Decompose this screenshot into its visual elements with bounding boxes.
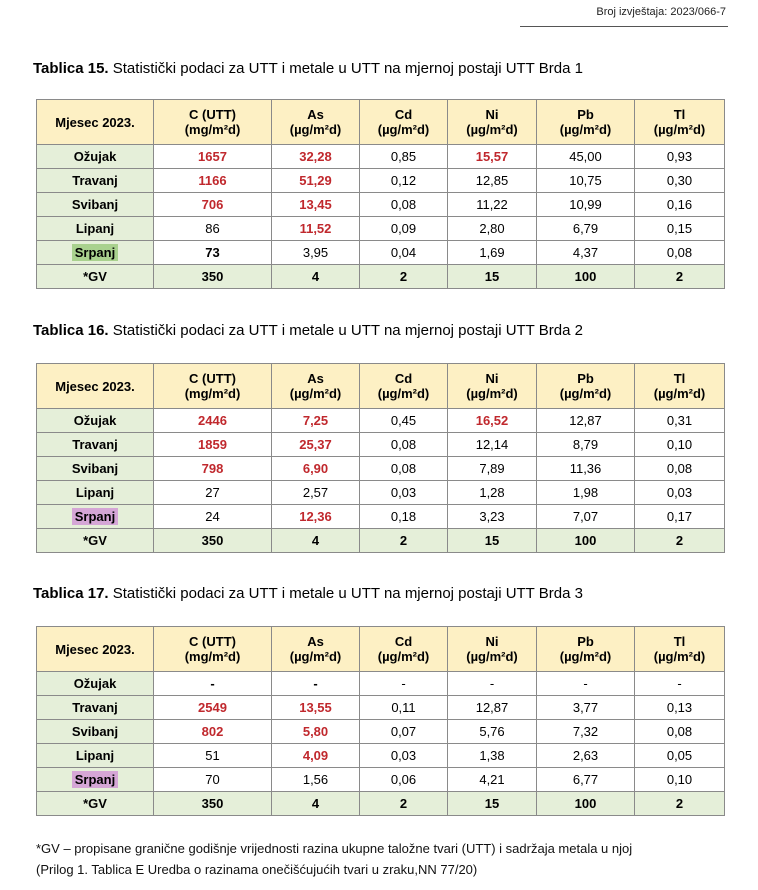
month-cell (37, 672, 154, 696)
value-cell: 6,77 (537, 768, 635, 792)
limit-value-label: *GV (37, 265, 154, 289)
value-cell: 0,10 (635, 768, 725, 792)
value-cell: 24 (154, 505, 272, 529)
value-cell: 7,25 (272, 409, 360, 433)
month-cell (37, 193, 154, 217)
value-cell: 86 (154, 217, 272, 241)
month-cell (37, 768, 154, 792)
table-row (37, 505, 725, 529)
value-cell: 0,08 (635, 720, 725, 744)
value-cell: 7,07 (537, 505, 635, 529)
value-cell: 12,14 (448, 433, 537, 457)
limit-value-cell: 4 (272, 792, 360, 816)
column-header-unit: (µg/m²d) (653, 386, 706, 401)
value-cell: 0,15 (635, 217, 725, 241)
column-header (272, 364, 360, 409)
column-header-unit: (µg/m²d) (289, 122, 342, 137)
table-row (37, 145, 725, 169)
footnote-line-1: *GV – propisane granične godišnje vrijednosti razina ukupne taložne tvari (UTT) i sadržaja metala u njoj (36, 841, 633, 856)
column-header-unit: (µg/m²d) (559, 649, 612, 664)
value-cell: 0,09 (360, 217, 448, 241)
value-cell: 1166 (154, 169, 272, 193)
table-row (37, 409, 725, 433)
value-cell: 0,08 (360, 433, 448, 457)
column-header-name: Tl (673, 634, 686, 649)
value-cell: 11,22 (448, 193, 537, 217)
limit-value-cell: 2 (360, 792, 448, 816)
value-cell: - (448, 672, 537, 696)
table-row (37, 217, 725, 241)
value-cell: 0,85 (360, 145, 448, 169)
table-row (37, 720, 725, 744)
column-header-name: Pb (577, 634, 594, 649)
month-label: Travanj (72, 437, 118, 452)
column-header-unit: (µg/m²d) (377, 122, 430, 137)
month-cell (37, 169, 154, 193)
column-header-unit: (µg/m²d) (559, 386, 612, 401)
column-header-name: C (UTT) (189, 634, 236, 649)
column-header (154, 100, 272, 145)
column-header-unit: (µg/m²d) (466, 649, 518, 664)
column-header-name: Tl (673, 107, 686, 122)
value-cell: 0,08 (635, 241, 725, 265)
value-cell: 0,03 (360, 744, 448, 768)
column-header-unit: (µg/m²d) (377, 649, 430, 664)
value-cell: 12,85 (448, 169, 537, 193)
limit-value-cell: 15 (448, 529, 537, 553)
value-cell: 0,45 (360, 409, 448, 433)
value-cell: 3,77 (537, 696, 635, 720)
column-header (448, 364, 537, 409)
value-cell: 0,04 (360, 241, 448, 265)
footnote-line-2: (Prilog 1. Tablica E Uredba o razinama onečišćujućih tvari u zraku,NN 77/20) (36, 862, 478, 877)
value-cell: 4,21 (448, 768, 537, 792)
column-header (360, 100, 448, 145)
limit-value-cell: 4 (272, 265, 360, 289)
value-cell: 0,18 (360, 505, 448, 529)
value-cell: 6,79 (537, 217, 635, 241)
value-cell: 13,55 (272, 696, 360, 720)
value-cell: 0,17 (635, 505, 725, 529)
table-row (37, 169, 725, 193)
table-label: Tablica 17. (33, 585, 109, 602)
table-row (37, 481, 725, 505)
table-caption (33, 60, 583, 77)
value-cell: 0,12 (360, 169, 448, 193)
column-header-name: Pb (577, 107, 594, 122)
table-row (37, 433, 725, 457)
table-row (37, 696, 725, 720)
value-cell: 3,23 (448, 505, 537, 529)
limit-value-cell: 4 (272, 529, 360, 553)
value-cell: 15,57 (448, 145, 537, 169)
column-header-name: Tl (673, 371, 686, 386)
column-header (272, 627, 360, 672)
column-header (37, 364, 154, 409)
value-cell: 4,37 (537, 241, 635, 265)
table-label: Tablica 15. (33, 60, 109, 77)
value-cell: - (154, 672, 272, 696)
month-label: Lipanj (75, 748, 115, 763)
value-cell: 45,00 (537, 145, 635, 169)
month-label: Travanj (72, 173, 118, 188)
column-header (272, 100, 360, 145)
value-cell: 1,38 (448, 744, 537, 768)
table-title: Statistički podaci za UTT i metale u UTT na mjernoj postaji UTT Brda 1 (108, 60, 583, 77)
limit-value-cell: 2 (635, 529, 725, 553)
column-header-name: As (307, 107, 324, 122)
month-cell (37, 696, 154, 720)
value-cell: 7,32 (537, 720, 635, 744)
value-cell: 1657 (154, 145, 272, 169)
table-row (37, 672, 725, 696)
table-row (37, 744, 725, 768)
column-header (360, 627, 448, 672)
value-cell: 2446 (154, 409, 272, 433)
value-cell: 0,05 (635, 744, 725, 768)
value-cell: 1,98 (537, 481, 635, 505)
value-cell: 706 (154, 193, 272, 217)
column-header (448, 100, 537, 145)
month-cell (37, 720, 154, 744)
limit-value-row (37, 792, 725, 816)
table-row (37, 241, 725, 265)
value-cell: 0,11 (360, 696, 448, 720)
value-cell: 802 (154, 720, 272, 744)
value-cell: 0,08 (360, 193, 448, 217)
value-cell: 7,89 (448, 457, 537, 481)
value-cell: 12,36 (272, 505, 360, 529)
column-header-name: Ni (485, 371, 499, 386)
column-header (635, 627, 725, 672)
month-label: Srpanj (72, 244, 118, 261)
column-header-name: C (UTT) (189, 371, 236, 386)
statistics-table (36, 363, 725, 553)
value-cell: 13,45 (272, 193, 360, 217)
value-cell: 12,87 (537, 409, 635, 433)
value-cell: 1859 (154, 433, 272, 457)
month-cell (37, 457, 154, 481)
column-header-unit: (mg/m²d) (184, 649, 241, 664)
limit-value-cell: 15 (448, 792, 537, 816)
table-title: Statistički podaci za UTT i metale u UTT na mjernoj postaji UTT Brda 2 (108, 322, 583, 339)
column-header-name: Mjesec 2023. (55, 378, 135, 394)
value-cell: 12,87 (448, 696, 537, 720)
month-label: Ožujak (73, 149, 117, 164)
statistics-table (36, 626, 725, 816)
value-cell: 0,30 (635, 169, 725, 193)
limit-value-cell: 2 (360, 529, 448, 553)
value-cell: - (360, 672, 448, 696)
column-header (360, 364, 448, 409)
value-cell: 51 (154, 744, 272, 768)
month-label: Svibanj (71, 197, 119, 212)
month-cell (37, 217, 154, 241)
limit-value-cell: 2 (635, 265, 725, 289)
limit-value-cell: 100 (537, 529, 635, 553)
limit-value-row (37, 529, 725, 553)
limit-value-cell: 100 (537, 265, 635, 289)
column-header-unit: (µg/m²d) (377, 386, 430, 401)
value-cell: - (635, 672, 725, 696)
column-header-unit: (µg/m²d) (289, 649, 342, 664)
value-cell: - (272, 672, 360, 696)
table-row (37, 193, 725, 217)
table-row (37, 457, 725, 481)
value-cell: 1,56 (272, 768, 360, 792)
month-label: Ožujak (73, 676, 117, 691)
month-label: Lipanj (75, 485, 115, 500)
value-cell: 0,10 (635, 433, 725, 457)
table-caption (33, 322, 583, 339)
column-header-name: C (UTT) (189, 107, 236, 122)
month-cell (37, 433, 154, 457)
value-cell: 10,75 (537, 169, 635, 193)
value-cell: 0,03 (360, 481, 448, 505)
table-row (37, 768, 725, 792)
limit-value-label: *GV (37, 529, 154, 553)
limit-value-cell: 350 (154, 792, 272, 816)
month-label: Ožujak (73, 413, 117, 428)
value-cell: 2,63 (537, 744, 635, 768)
value-cell: 2,80 (448, 217, 537, 241)
column-header (537, 100, 635, 145)
table-caption (33, 585, 583, 602)
limit-value-cell: 2 (360, 265, 448, 289)
column-header (635, 364, 725, 409)
value-cell: 0,06 (360, 768, 448, 792)
column-header-name: Cd (394, 107, 413, 122)
value-cell: 73 (154, 241, 272, 265)
limit-value-label: *GV (37, 792, 154, 816)
value-cell: 0,93 (635, 145, 725, 169)
column-header-unit: (µg/m²d) (466, 386, 518, 401)
limit-value-cell: 100 (537, 792, 635, 816)
column-header-name: Pb (577, 371, 594, 386)
column-header-unit: (mg/m²d) (184, 122, 241, 137)
value-cell: 0,07 (360, 720, 448, 744)
value-cell: - (537, 672, 635, 696)
value-cell: 798 (154, 457, 272, 481)
column-header (537, 364, 635, 409)
column-header-name: Ni (485, 107, 499, 122)
column-header-unit: (µg/m²d) (289, 386, 342, 401)
table-header-row (37, 627, 725, 672)
month-label: Svibanj (71, 461, 119, 476)
column-header (154, 364, 272, 409)
value-cell: 0,08 (360, 457, 448, 481)
value-cell: 5,76 (448, 720, 537, 744)
value-cell: 27 (154, 481, 272, 505)
column-header-name: As (307, 634, 324, 649)
value-cell: 3,95 (272, 241, 360, 265)
column-header-unit: (µg/m²d) (466, 122, 518, 137)
month-label: Srpanj (72, 508, 118, 525)
month-cell (37, 505, 154, 529)
value-cell: 0,08 (635, 457, 725, 481)
column-header-name: Cd (394, 634, 413, 649)
value-cell: 0,16 (635, 193, 725, 217)
month-label: Srpanj (72, 771, 118, 788)
header-rule (520, 26, 728, 27)
column-header-unit: (µg/m²d) (559, 122, 612, 137)
limit-value-cell: 2 (635, 792, 725, 816)
value-cell: 2,57 (272, 481, 360, 505)
column-header-name: As (307, 371, 324, 386)
value-cell: 70 (154, 768, 272, 792)
column-header-name: Cd (394, 371, 413, 386)
month-cell (37, 481, 154, 505)
value-cell: 25,37 (272, 433, 360, 457)
column-header-unit: (µg/m²d) (653, 122, 706, 137)
footnote (36, 838, 736, 880)
column-header (448, 627, 537, 672)
table-header-row (37, 100, 725, 145)
value-cell: 10,99 (537, 193, 635, 217)
column-header (537, 627, 635, 672)
value-cell: 11,36 (537, 457, 635, 481)
column-header-name: Mjesec 2023. (55, 641, 135, 657)
table-label: Tablica 16. (33, 322, 109, 339)
statistics-table (36, 99, 725, 289)
value-cell: 16,52 (448, 409, 537, 433)
month-label: Travanj (72, 700, 118, 715)
value-cell: 4,09 (272, 744, 360, 768)
month-label: Svibanj (71, 724, 119, 739)
value-cell: 11,52 (272, 217, 360, 241)
column-header (37, 100, 154, 145)
value-cell: 51,29 (272, 169, 360, 193)
column-header-name: Mjesec 2023. (55, 114, 135, 130)
month-cell (37, 409, 154, 433)
value-cell: 32,28 (272, 145, 360, 169)
month-cell (37, 241, 154, 265)
column-header-unit: (µg/m²d) (653, 649, 706, 664)
column-header-unit: (mg/m²d) (184, 386, 241, 401)
table-header-row (37, 364, 725, 409)
value-cell: 5,80 (272, 720, 360, 744)
value-cell: 0,31 (635, 409, 725, 433)
limit-value-cell: 15 (448, 265, 537, 289)
column-header (154, 627, 272, 672)
limit-value-cell: 350 (154, 265, 272, 289)
limit-value-row (37, 265, 725, 289)
value-cell: 2549 (154, 696, 272, 720)
limit-value-cell: 350 (154, 529, 272, 553)
table-title: Statistički podaci za UTT i metale u UTT na mjernoj postaji UTT Brda 3 (108, 585, 583, 602)
value-cell: 1,28 (448, 481, 537, 505)
report-reference: Broj izvještaja: 2023/066-7 (596, 6, 726, 18)
column-header (635, 100, 725, 145)
value-cell: 8,79 (537, 433, 635, 457)
value-cell: 0,03 (635, 481, 725, 505)
month-cell (37, 145, 154, 169)
column-header-name: Ni (485, 634, 499, 649)
value-cell: 0,13 (635, 696, 725, 720)
month-label: Lipanj (75, 221, 115, 236)
value-cell: 1,69 (448, 241, 537, 265)
column-header (37, 627, 154, 672)
month-cell (37, 744, 154, 768)
value-cell: 6,90 (272, 457, 360, 481)
